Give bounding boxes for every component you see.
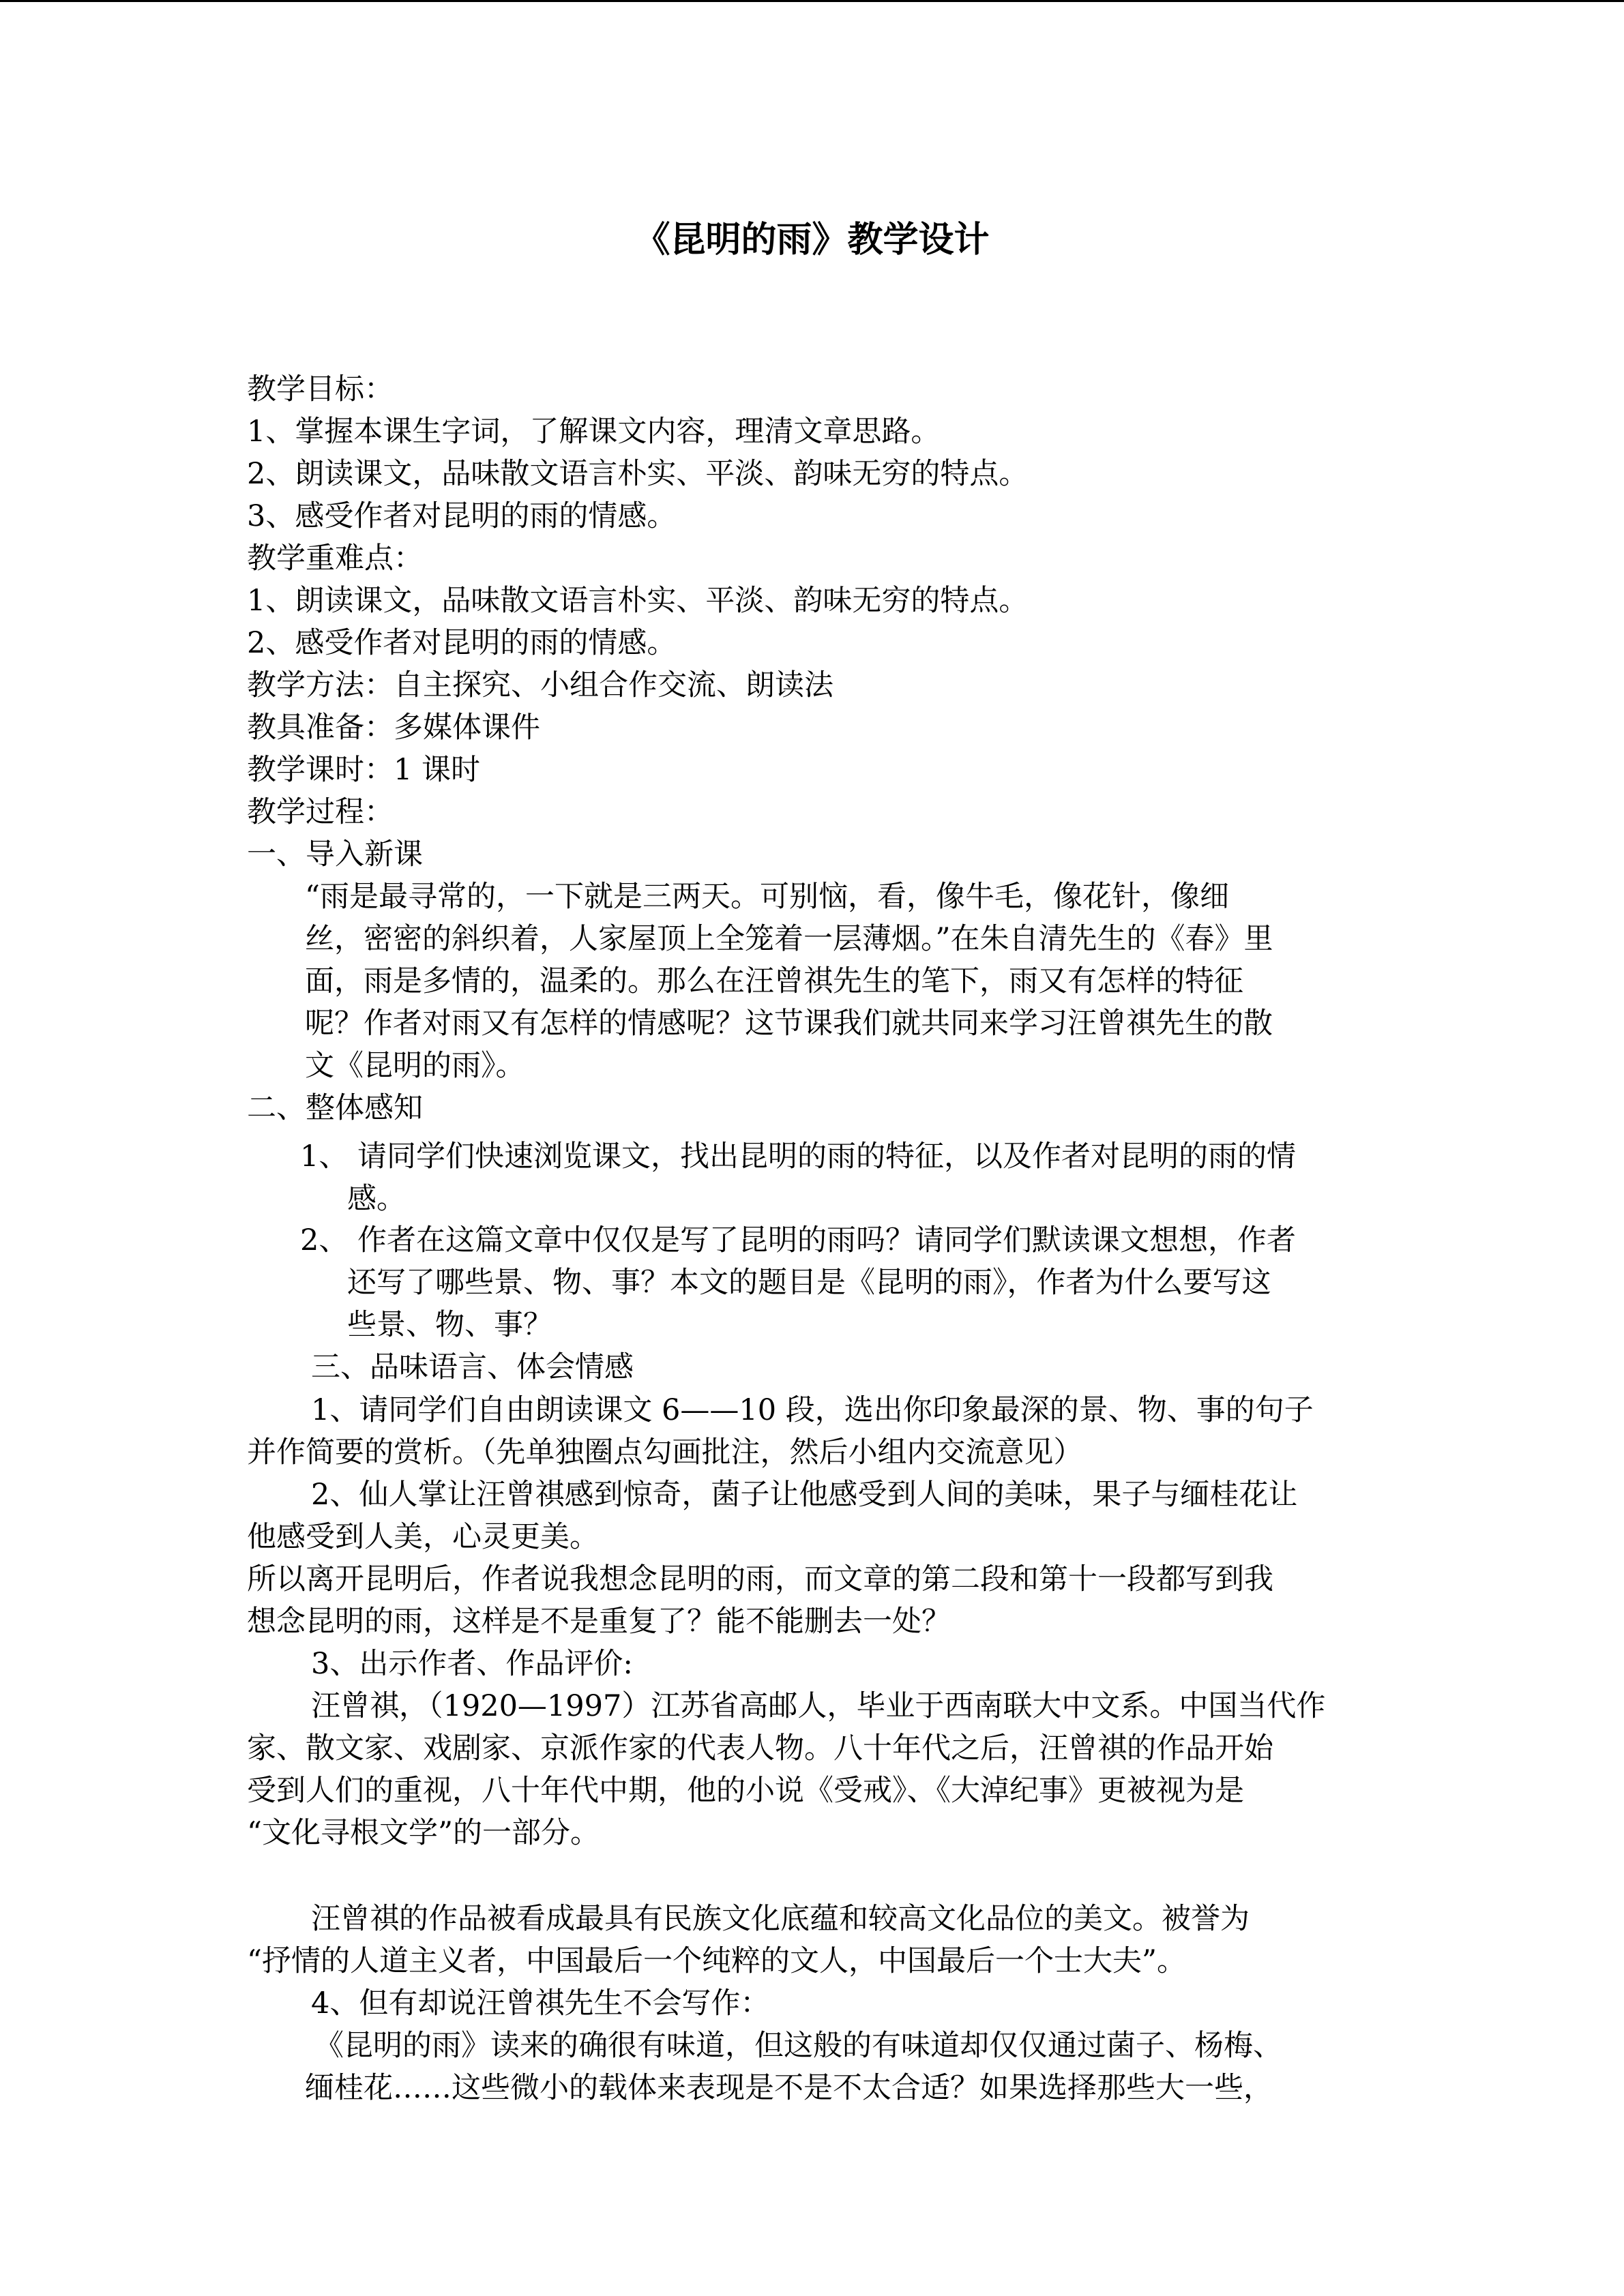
intro-line: 呢？作者对雨又有怎样的情感呢？这节课我们就共同来学习汪曾祺先生的散 [305, 1007, 1273, 1041]
intro-line: “雨是最寻常的，一下就是三两天。可别恼，看，像牛毛，像花针，像细 [305, 880, 1229, 914]
analysis-paragraph: 并作简要的赏析。（先单独圈点勾画批注，然后小组内交流意见） [247, 1435, 1083, 1470]
process-heading: 教学过程： [247, 795, 394, 829]
teaching-tools: 教具准备：多媒体课件 [247, 711, 540, 745]
intro-line: 文《昆明的雨》。 [305, 1049, 525, 1083]
analysis-paragraph: 所以离开昆明后，作者说我想念昆明的雨，而文章的第二段和第十一段都写到我 [247, 1562, 1273, 1596]
author-bio: 汪曾祺，（1920—1997）江苏省高邮人，毕业于西南联大中文系。中国当代作 [311, 1689, 1326, 1723]
author-bio: 家、散文家、戏剧家、京派作家的代表人物。八十年代之后，汪曾祺的作品开始 [247, 1731, 1273, 1765]
class-hours: 教学课时：1 课时 [247, 753, 481, 787]
analysis-paragraph: 他感受到人美，心灵更美。 [247, 1520, 599, 1554]
analysis-paragraph: 3、出示作者、作品评价: [311, 1647, 633, 1681]
document-title: 《昆明的雨》教学设计 [634, 219, 990, 260]
overview-item-cont: 些景、物、事？ [347, 1308, 552, 1342]
section-heading: 一、导入新课 [247, 837, 423, 871]
keypoint-item: 2、感受作者对昆明的雨的情感。 [247, 626, 677, 660]
goal-item: 2、朗读课文，品味散文语言朴实、平淡、韵味无穷的特点。 [247, 457, 1029, 491]
intro-line: 面，雨是多情的，温柔的。那么在汪曾祺先生的笔下，雨又有怎样的特征 [305, 964, 1243, 998]
overview-item-cont: 感。 [347, 1182, 406, 1216]
overview-item: 2、 作者在这篇文章中仅仅是写了昆明的雨吗？请同学们默读课文想想，作者 [300, 1223, 1297, 1257]
overview-item: 1、 请同学们快速浏览课文，找出昆明的雨的特征，以及作者对昆明的雨的情 [300, 1139, 1297, 1174]
goal-item: 3、感受作者对昆明的雨的情感。 [247, 499, 677, 533]
goal-item: 1、掌握本课生字词，了解课文内容，理清文章思路。 [247, 415, 941, 449]
keypoint-item: 1、朗读课文，品味散文语言朴实、平淡、韵味无穷的特点。 [247, 584, 1029, 618]
analysis-paragraph: 1、请同学们自由朗读课文 6——10 段，选出你印象最深的景、物、事的句子 [311, 1393, 1314, 1427]
evaluation-paragraph: 汪曾祺的作品被看成最具有民族文化底蕴和较高文化品位的美文。被誉为 [311, 1902, 1250, 1936]
analysis-paragraph: 缅桂花……这些微小的载体来表现是不是不太合适？如果选择那些大一些， [305, 2071, 1273, 2105]
keypoints-heading: 教学重难点： [247, 541, 423, 576]
goals-heading: 教学目标： [247, 372, 394, 406]
teaching-methods: 教学方法：自主探究、小组合作交流、朗读法 [247, 668, 833, 702]
analysis-paragraph: 4、但有却说汪曾祺先生不会写作： [311, 1986, 770, 2021]
analysis-paragraph: 《昆明的雨》读来的确很有味道，但这般的有味道却仅仅通过菌子、杨梅、 [314, 2029, 1282, 2063]
intro-line: 丝，密密的斜织着，人家屋顶上全笼着一层薄烟。”在朱自清先生的《春》里 [305, 922, 1273, 956]
overview-item-cont: 还写了哪些景、物、事？本文的题目是《昆明的雨》，作者为什么要写这 [347, 1266, 1271, 1300]
analysis-paragraph: 想念昆明的雨，这样是不是重复了？能不能删去一处？ [247, 1605, 951, 1639]
section-heading: 三、品味语言、体会情感 [311, 1350, 634, 1384]
author-bio: 受到人们的重视，八十年代中期，他的小说《受戒》、《大淖纪事》更被视为是 [247, 1774, 1244, 1808]
analysis-paragraph: 2、仙人掌让汪曾祺感到惊奇，菌子让他感受到人间的美味，果子与缅桂花让 [311, 1478, 1298, 1512]
section-heading: 二、整体感知 [247, 1091, 423, 1125]
evaluation-paragraph: “抒情的人道主义者，中国最后一个纯粹的文人，中国最后一个士大夫”。 [247, 1944, 1186, 1978]
author-bio: “文化寻根文学”的一部分。 [247, 1816, 600, 1850]
